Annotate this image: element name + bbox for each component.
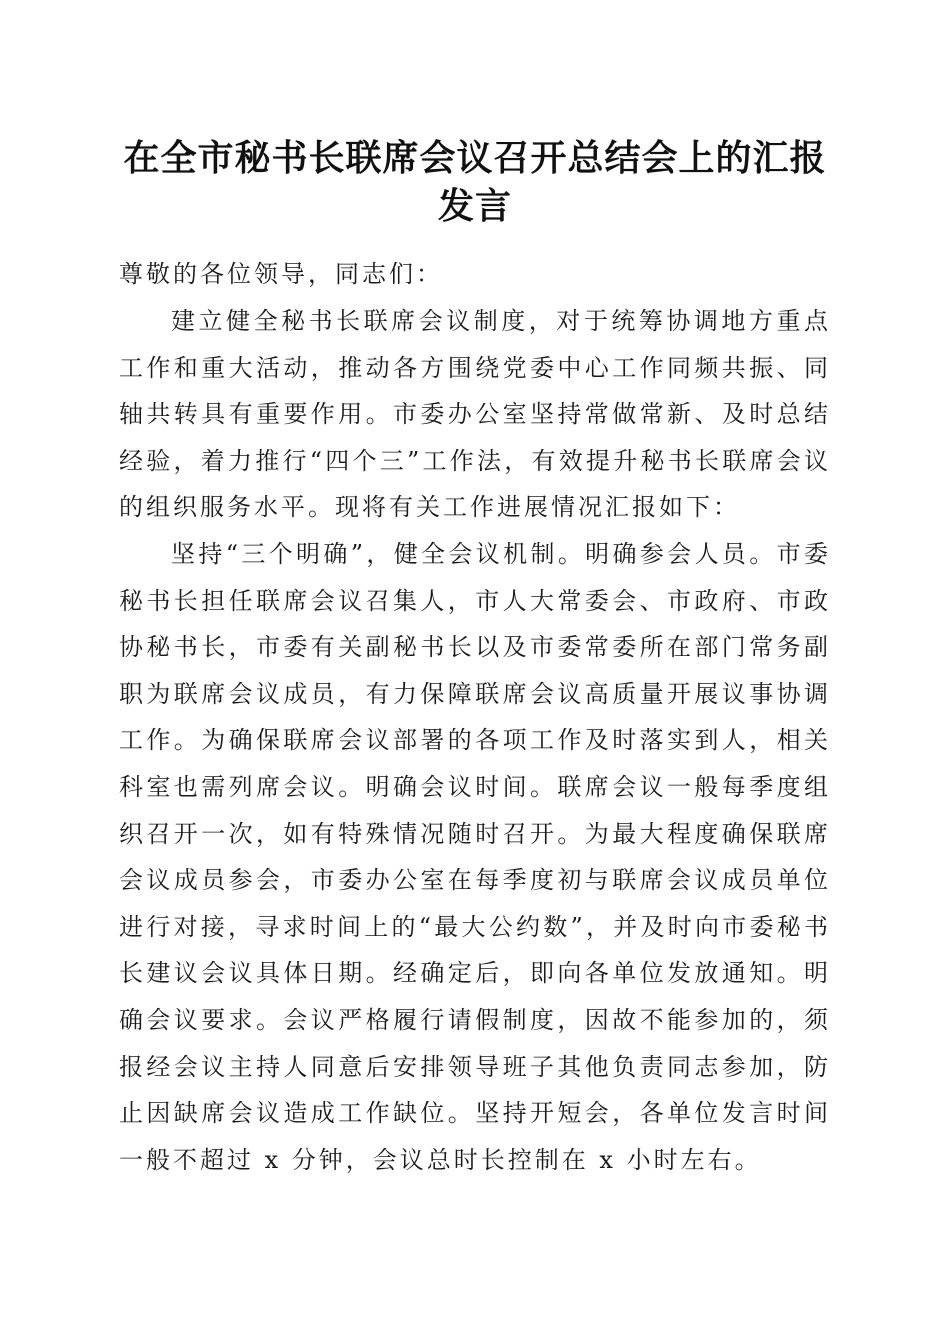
document-title: 在全市秘书长联席会议召开总结会上的汇报发言: [123, 137, 827, 227]
document-body: [119, 250, 831, 1183]
paragraph-meeting-mechanism: 坚持“三个明确”，健全会议机制。明确参会人员。市委秘书长担任联席会议召集人，市人大常委会、市政府、市政协秘书长，市委有关副秘书长以及市委常委所在部门常务副职为联席会议成员，有力保障联席会议高质量开展议事协调工作。为确保联席会议部署的各项工作及时落实到人，相关科室也需列席会议。明确会议时间。联席会议一般每季度组织召开一次，如有特殊情况随时召开。为最大程度确保联席会议成员参会，市委办公室在每季度初与联席会议成员单位进行对接，寻求时间上的“最大公约数”，并及时向市委秘书长建议会议具体日期。经确定后，即向各单位发放通知。明确会议要求。会议严格履行请假制度，因故不能参加的，须报经会议主持人同意后安排领导班子其他负责同志参加，防止因缺席会议造成工作缺位。坚持开短会，各单位发言时间一般不超过 x 分钟，会议总时长控制在 x 小时左右。: [119, 539, 831, 1174]
paragraph-intro: 建立健全秘书长联席会议制度，对于统筹协调地方重点工作和重大活动，推动各方围绕党委中心工作同频共振、同轴共转具有重要作用。市委办公室坚持常做常新、及时总结经验，着力推行“四个三”工作法，有效提升秘书长联席会议的组织服务水平。现将有关工作进展情况汇报如下：: [119, 307, 831, 522]
salutation: 尊敬的各位领导，同志们：: [119, 260, 443, 288]
